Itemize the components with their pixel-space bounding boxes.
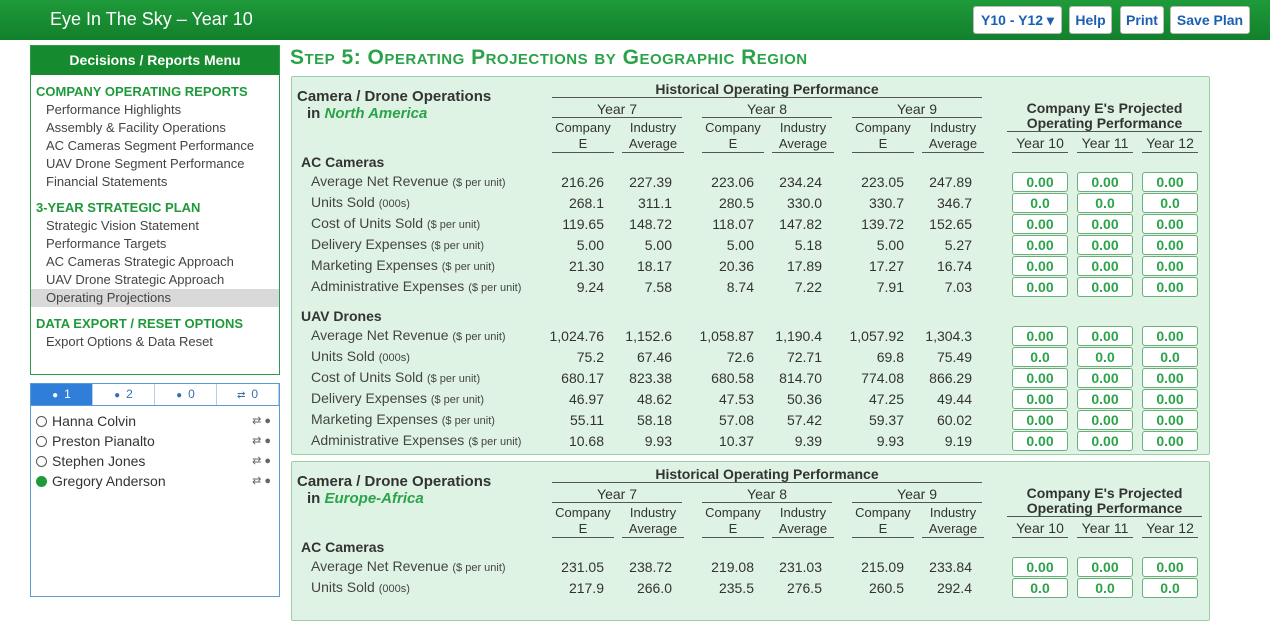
row-unit: ($ per unit) bbox=[452, 331, 506, 343]
row-label-text: Units Sold bbox=[311, 194, 379, 210]
projection-input[interactable]: 0.0 bbox=[1077, 193, 1133, 213]
region-subtitle bbox=[307, 490, 424, 507]
historical-value: 9.24 bbox=[576, 279, 604, 295]
historical-value: 47.53 bbox=[718, 391, 754, 407]
row-unit: ($ per unit) bbox=[426, 373, 481, 385]
company-column-header bbox=[702, 120, 764, 153]
historical-value: 17.27 bbox=[868, 258, 904, 274]
online-status-icon bbox=[36, 476, 47, 487]
column-header-line: Company bbox=[855, 505, 911, 520]
projection-input[interactable]: 0.00 bbox=[1077, 214, 1133, 234]
member-name: Preston Pianalto bbox=[52, 433, 155, 449]
column-header-line: Industry bbox=[629, 120, 677, 135]
team-tab[interactable] bbox=[31, 384, 93, 405]
historical-value: 233.84 bbox=[929, 559, 972, 575]
historical-value: 16.74 bbox=[936, 258, 972, 274]
historical-value: 266.0 bbox=[636, 580, 672, 596]
mic-icon[interactable]: ● bbox=[264, 435, 271, 447]
mic-icon[interactable]: ● bbox=[264, 455, 271, 467]
historical-header: Historical Operating Performance bbox=[552, 466, 982, 483]
historical-header: Historical Operating Performance bbox=[552, 81, 982, 98]
historical-value: 18.17 bbox=[636, 258, 672, 274]
menu-item[interactable]: UAV Drone Segment Performance bbox=[46, 156, 245, 171]
historical-value: 276.5 bbox=[786, 580, 822, 596]
row-label-text: Delivery Expenses bbox=[311, 390, 431, 406]
historical-value: 227.39 bbox=[629, 174, 672, 190]
historical-value: 292.4 bbox=[936, 580, 972, 596]
projection-input[interactable]: 0.0 bbox=[1012, 347, 1068, 367]
projected-header-line: Company E's Projected bbox=[1026, 100, 1183, 116]
historical-value: 139.72 bbox=[861, 216, 904, 232]
year-range-dropdown[interactable]: Y10 - Y12 ▾ bbox=[973, 6, 1062, 34]
menu-item[interactable]: Strategic Vision Statement bbox=[46, 218, 199, 233]
historical-value: 5.00 bbox=[576, 237, 604, 253]
menu-item[interactable]: Operating Projections bbox=[31, 289, 279, 307]
projection-input[interactable]: 0.00 bbox=[1077, 410, 1133, 430]
projection-input[interactable]: 0.0 bbox=[1012, 193, 1068, 213]
segment-heading: AC Cameras bbox=[301, 154, 385, 170]
menu-section-heading: 3-YEAR STRATEGIC PLAN bbox=[36, 200, 201, 215]
column-header-line: Company bbox=[855, 120, 911, 135]
menu-item[interactable]: Assembly & Facility Operations bbox=[46, 120, 226, 135]
industry-column-header bbox=[922, 505, 984, 538]
row-unit: ($ per unit) bbox=[468, 282, 522, 294]
historical-value: 72.71 bbox=[786, 349, 822, 365]
row-label bbox=[311, 369, 480, 385]
column-header-line: Average bbox=[928, 521, 978, 536]
row-unit: (000s) bbox=[378, 583, 410, 595]
projection-input[interactable]: 0.00 bbox=[1077, 431, 1133, 451]
column-header-line: E bbox=[728, 521, 738, 536]
projection-input[interactable]: 0.00 bbox=[1077, 389, 1133, 409]
team-panel bbox=[30, 383, 280, 597]
historical-value: 60.02 bbox=[936, 412, 972, 428]
retweet-icon[interactable]: ⇄ bbox=[252, 415, 265, 427]
year-header: Year 7 bbox=[552, 486, 682, 503]
team-member[interactable] bbox=[36, 471, 276, 491]
historical-value: 5.00 bbox=[876, 237, 904, 253]
projected-year-header: Year 12 bbox=[1142, 520, 1198, 538]
historical-value: 57.08 bbox=[718, 412, 754, 428]
menu-item[interactable]: AC Cameras Strategic Approach bbox=[46, 254, 234, 269]
projection-input[interactable]: 0.00 bbox=[1077, 277, 1133, 297]
historical-value: 231.05 bbox=[561, 559, 604, 575]
historical-value: 346.7 bbox=[936, 195, 972, 211]
historical-value: 148.72 bbox=[629, 216, 672, 232]
member-actions bbox=[252, 471, 271, 491]
historical-value: 260.5 bbox=[868, 580, 904, 596]
industry-column-header bbox=[772, 505, 834, 538]
historical-value: 234.24 bbox=[779, 174, 822, 190]
menu-item[interactable]: AC Cameras Segment Performance bbox=[46, 138, 255, 153]
year-header: Year 7 bbox=[552, 101, 682, 118]
historical-value: 330.7 bbox=[868, 195, 904, 211]
projection-input[interactable]: 0.0 bbox=[1012, 578, 1068, 598]
row-unit: ($ per unit) bbox=[468, 436, 522, 448]
company-column-header bbox=[852, 505, 914, 538]
member-actions bbox=[252, 451, 271, 471]
projection-input[interactable]: 0.00 bbox=[1012, 410, 1068, 430]
row-unit: ($ per unit) bbox=[452, 562, 506, 574]
historical-value: 118.07 bbox=[712, 216, 754, 232]
column-header-line: E bbox=[878, 136, 888, 151]
offline-status-icon bbox=[36, 436, 47, 447]
historical-value: 49.44 bbox=[936, 391, 972, 407]
projection-input[interactable]: 0.00 bbox=[1077, 256, 1133, 276]
historical-value: 680.17 bbox=[561, 370, 604, 386]
year-header: Year 9 bbox=[852, 101, 982, 118]
historical-value: 47.25 bbox=[868, 391, 904, 407]
historical-value: 774.08 bbox=[861, 370, 904, 386]
top-header-bar bbox=[0, 0, 1270, 40]
row-label-text: Average Net Revenue bbox=[311, 327, 453, 343]
row-label-text: Average Net Revenue bbox=[311, 173, 453, 189]
team-tab[interactable] bbox=[155, 384, 217, 405]
historical-value: 119.65 bbox=[562, 216, 604, 232]
row-unit: ($ per unit) bbox=[452, 177, 506, 189]
year-header: Year 8 bbox=[702, 486, 832, 503]
team-member[interactable] bbox=[36, 451, 276, 471]
projected-header bbox=[1007, 486, 1202, 517]
projection-input[interactable]: 0.00 bbox=[1012, 431, 1068, 451]
column-header-line: Industry bbox=[779, 120, 827, 135]
row-label-text: Marketing Expenses bbox=[311, 257, 442, 273]
row-label bbox=[311, 173, 506, 189]
column-header-line: Industry bbox=[929, 505, 977, 520]
projected-header-line: Operating Performance bbox=[1026, 115, 1183, 131]
row-label bbox=[311, 432, 521, 448]
row-label bbox=[311, 278, 521, 294]
row-label bbox=[311, 390, 484, 406]
row-label-text: Cost of Units Sold bbox=[311, 215, 427, 231]
row-label-text: Marketing Expenses bbox=[311, 411, 442, 427]
historical-value: 866.29 bbox=[929, 370, 972, 386]
industry-column-header bbox=[622, 120, 684, 153]
projected-header bbox=[1007, 101, 1202, 132]
company-column-header bbox=[852, 120, 914, 153]
projection-input[interactable]: 0.00 bbox=[1142, 256, 1198, 276]
help-button[interactable]: Help bbox=[1069, 6, 1112, 34]
row-unit: (000s) bbox=[378, 352, 410, 364]
menu-title: Decisions / Reports Menu bbox=[31, 46, 279, 75]
historical-value: 1,024.76 bbox=[549, 328, 604, 344]
region-title: Camera / Drone Operations bbox=[297, 88, 492, 105]
historical-value: 7.03 bbox=[944, 279, 972, 295]
historical-value: 9.93 bbox=[876, 433, 904, 449]
company-column-header bbox=[552, 120, 614, 153]
projection-input[interactable]: 0.0 bbox=[1077, 578, 1133, 598]
historical-value: 814.70 bbox=[779, 370, 822, 386]
projection-input[interactable]: 0.00 bbox=[1012, 235, 1068, 255]
segment-heading: UAV Drones bbox=[301, 308, 382, 324]
historical-value: 10.68 bbox=[568, 433, 604, 449]
historical-value: 5.00 bbox=[644, 237, 672, 253]
mic-icon: ● bbox=[176, 390, 183, 401]
member-name: Stephen Jones bbox=[52, 453, 146, 469]
projection-input[interactable]: 0.00 bbox=[1077, 235, 1133, 255]
historical-value: 1,058.87 bbox=[699, 328, 754, 344]
historical-value: 5.27 bbox=[944, 237, 972, 253]
projection-input[interactable]: 0.00 bbox=[1142, 368, 1198, 388]
menu-section-heading: DATA EXPORT / RESET OPTIONS bbox=[36, 316, 244, 331]
column-header-line: Average bbox=[928, 136, 978, 151]
historical-value: 152.65 bbox=[929, 216, 972, 232]
mic-icon[interactable]: ● bbox=[264, 415, 271, 427]
historical-value: 238.72 bbox=[629, 559, 672, 575]
historical-value: 72.6 bbox=[726, 349, 754, 365]
historical-value: 147.82 bbox=[779, 216, 822, 232]
projected-year-header: Year 11 bbox=[1077, 135, 1133, 153]
projection-input[interactable]: 0.00 bbox=[1142, 431, 1198, 451]
historical-value: 59.37 bbox=[868, 412, 904, 428]
row-label bbox=[311, 257, 495, 273]
projection-input[interactable]: 0.0 bbox=[1142, 347, 1198, 367]
team-tab[interactable] bbox=[217, 384, 279, 405]
historical-value: 7.91 bbox=[876, 279, 904, 295]
historical-value: 223.05 bbox=[861, 174, 904, 190]
historical-value: 231.03 bbox=[779, 559, 822, 575]
historical-value: 10.37 bbox=[718, 433, 754, 449]
industry-column-header bbox=[922, 120, 984, 153]
column-header-line: Company bbox=[705, 120, 761, 135]
projection-input[interactable]: 0.0 bbox=[1077, 347, 1133, 367]
column-header-line: Industry bbox=[629, 505, 677, 520]
column-header-line: Average bbox=[628, 136, 678, 151]
projection-input[interactable]: 0.00 bbox=[1012, 256, 1068, 276]
team-member[interactable] bbox=[36, 411, 276, 431]
historical-value: 7.22 bbox=[794, 279, 822, 295]
historical-value: 216.26 bbox=[561, 174, 604, 190]
historical-value: 330.0 bbox=[786, 195, 822, 211]
projection-input[interactable]: 0.00 bbox=[1142, 235, 1198, 255]
region-in-label: in bbox=[307, 105, 325, 122]
row-unit: ($ per unit) bbox=[441, 415, 495, 427]
column-header-line: Company bbox=[555, 120, 611, 135]
projection-input[interactable]: 0.00 bbox=[1012, 277, 1068, 297]
projection-input[interactable]: 0.00 bbox=[1142, 326, 1198, 346]
projection-input[interactable]: 0.00 bbox=[1142, 389, 1198, 409]
retweet-icon: ⇄ bbox=[236, 390, 246, 401]
menu-item[interactable]: Export Options & Data Reset bbox=[46, 334, 213, 349]
member-actions bbox=[252, 431, 271, 451]
print-button[interactable]: Print bbox=[1120, 6, 1164, 34]
projection-input[interactable]: 0.00 bbox=[1012, 326, 1068, 346]
menu-item[interactable]: Financial Statements bbox=[46, 174, 168, 189]
offline-status-icon bbox=[36, 456, 47, 467]
column-header-line: E bbox=[578, 521, 588, 536]
row-label bbox=[311, 558, 506, 574]
projection-input[interactable]: 0.00 bbox=[1077, 368, 1133, 388]
historical-value: 280.5 bbox=[718, 195, 754, 211]
menu-item[interactable]: Performance Highlights bbox=[46, 102, 182, 117]
retweet-icon[interactable]: ⇄ bbox=[252, 475, 265, 487]
historical-value: 21.30 bbox=[568, 258, 604, 274]
historical-value: 1,057.92 bbox=[849, 328, 904, 344]
team-tab-count: 1 bbox=[64, 387, 71, 401]
company-column-header bbox=[702, 505, 764, 538]
team-member[interactable] bbox=[36, 431, 276, 451]
projection-input[interactable]: 0.00 bbox=[1012, 214, 1068, 234]
step-title: Step 5: Operating Projections by Geographic Region bbox=[290, 46, 808, 69]
year-header: Year 8 bbox=[702, 101, 832, 118]
row-label-text: Units Sold bbox=[311, 348, 379, 364]
menu-body bbox=[31, 75, 279, 351]
projected-year-header: Year 10 bbox=[1012, 520, 1068, 538]
historical-value: 1,152.6 bbox=[625, 328, 672, 344]
offline-status-icon bbox=[36, 416, 47, 427]
historical-value: 311.1 bbox=[638, 195, 672, 211]
historical-value: 223.06 bbox=[711, 174, 754, 190]
historical-value: 75.49 bbox=[936, 349, 972, 365]
industry-column-header bbox=[772, 120, 834, 153]
historical-value: 680.58 bbox=[711, 370, 754, 386]
historical-value: 9.19 bbox=[944, 433, 972, 449]
column-header-line: E bbox=[578, 136, 588, 151]
team-tab[interactable] bbox=[93, 384, 155, 405]
projection-input[interactable]: 0.00 bbox=[1012, 557, 1068, 577]
member-name: Hanna Colvin bbox=[52, 413, 137, 429]
row-unit: ($ per unit) bbox=[430, 394, 485, 406]
projection-input[interactable]: 0.00 bbox=[1077, 557, 1133, 577]
projection-input[interactable]: 0.0 bbox=[1142, 193, 1198, 213]
historical-value: 1,304.3 bbox=[925, 328, 972, 344]
chat-icon: ● bbox=[114, 390, 121, 401]
column-header-line: Company bbox=[705, 505, 761, 520]
column-header-line: Industry bbox=[929, 120, 977, 135]
row-unit: ($ per unit) bbox=[430, 240, 485, 252]
retweet-icon[interactable]: ⇄ bbox=[252, 435, 265, 447]
historical-value: 7.58 bbox=[644, 279, 672, 295]
region-panel bbox=[291, 76, 1210, 455]
region-subtitle bbox=[307, 105, 427, 122]
region-panel bbox=[291, 461, 1210, 621]
team-tab-count: 2 bbox=[126, 387, 133, 401]
column-header-line: Average bbox=[778, 136, 828, 151]
menu-item[interactable]: UAV Drone Strategic Approach bbox=[46, 272, 225, 287]
member-name: Gregory Anderson bbox=[52, 473, 166, 489]
row-unit: ($ per unit) bbox=[441, 261, 495, 273]
save-plan-button[interactable]: Save Plan bbox=[1170, 6, 1250, 34]
historical-value: 8.74 bbox=[726, 279, 754, 295]
row-label bbox=[311, 236, 484, 252]
industry-column-header bbox=[622, 505, 684, 538]
row-label bbox=[311, 411, 495, 427]
projected-year-header: Year 10 bbox=[1012, 135, 1068, 153]
decisions-reports-menu bbox=[30, 45, 280, 375]
column-header-line: Average bbox=[628, 521, 678, 536]
team-tabs bbox=[31, 384, 279, 406]
row-label bbox=[311, 215, 480, 231]
mic-icon[interactable]: ● bbox=[264, 475, 271, 487]
projection-input[interactable]: 0.00 bbox=[1142, 277, 1198, 297]
historical-value: 1,190.4 bbox=[775, 328, 822, 344]
row-unit: (000s) bbox=[378, 198, 410, 210]
users-icon: ● bbox=[52, 390, 59, 401]
row-label-text: Units Sold bbox=[311, 579, 379, 595]
app-title: Eye In The Sky – Year 10 bbox=[50, 9, 253, 29]
row-label bbox=[311, 327, 506, 343]
column-header-line: Company bbox=[555, 505, 611, 520]
row-label bbox=[311, 194, 410, 210]
projection-input[interactable]: 0.00 bbox=[1142, 172, 1198, 192]
historical-value: 58.18 bbox=[636, 412, 672, 428]
year-header: Year 9 bbox=[852, 486, 982, 503]
row-label bbox=[311, 579, 410, 595]
historical-value: 46.97 bbox=[568, 391, 604, 407]
row-label-text: Administrative Expenses bbox=[311, 432, 469, 448]
historical-value: 9.93 bbox=[644, 433, 672, 449]
segment-heading: AC Cameras bbox=[301, 539, 385, 555]
historical-value: 215.09 bbox=[861, 559, 904, 575]
projection-input[interactable]: 0.00 bbox=[1077, 172, 1133, 192]
historical-value: 67.46 bbox=[636, 349, 672, 365]
historical-value: 75.2 bbox=[576, 349, 604, 365]
historical-value: 217.9 bbox=[568, 580, 604, 596]
team-tab-count: 0 bbox=[188, 387, 195, 401]
historical-value: 268.1 bbox=[568, 195, 604, 211]
projection-input[interactable]: 0.00 bbox=[1142, 557, 1198, 577]
projection-input[interactable]: 0.00 bbox=[1077, 326, 1133, 346]
menu-item[interactable]: Performance Targets bbox=[46, 236, 167, 251]
row-label-text: Delivery Expenses bbox=[311, 236, 431, 252]
column-header-line: Industry bbox=[779, 505, 827, 520]
historical-value: 55.11 bbox=[570, 412, 604, 428]
row-label-text: Cost of Units Sold bbox=[311, 369, 427, 385]
region-in-label: in bbox=[307, 490, 325, 507]
column-header-line: Average bbox=[778, 521, 828, 536]
historical-value: 48.62 bbox=[636, 391, 672, 407]
projection-input[interactable]: 0.00 bbox=[1142, 410, 1198, 430]
historical-value: 823.38 bbox=[629, 370, 672, 386]
historical-value: 57.42 bbox=[786, 412, 822, 428]
projection-input[interactable]: 0.0 bbox=[1142, 578, 1198, 598]
company-column-header bbox=[552, 505, 614, 538]
projected-header-line: Operating Performance bbox=[1026, 500, 1183, 516]
region-name: Europe-Africa bbox=[324, 490, 424, 507]
historical-value: 219.08 bbox=[711, 559, 754, 575]
historical-value: 20.36 bbox=[718, 258, 754, 274]
projection-input[interactable]: 0.00 bbox=[1142, 214, 1198, 234]
column-header-line: E bbox=[728, 136, 738, 151]
retweet-icon[interactable]: ⇄ bbox=[252, 455, 265, 467]
projection-input[interactable]: 0.00 bbox=[1012, 368, 1068, 388]
column-header-line: E bbox=[878, 521, 888, 536]
historical-value: 50.36 bbox=[786, 391, 822, 407]
member-actions bbox=[252, 411, 271, 431]
historical-value: 5.00 bbox=[726, 237, 754, 253]
historical-value: 9.39 bbox=[794, 433, 822, 449]
projected-year-header: Year 11 bbox=[1077, 520, 1133, 538]
projection-input[interactable]: 0.00 bbox=[1012, 389, 1068, 409]
region-title: Camera / Drone Operations bbox=[297, 473, 492, 490]
historical-value: 69.8 bbox=[876, 349, 904, 365]
projection-input[interactable]: 0.00 bbox=[1012, 172, 1068, 192]
team-tab-count: 0 bbox=[251, 387, 259, 401]
historical-value: 5.18 bbox=[794, 237, 822, 253]
projected-year-header: Year 12 bbox=[1142, 135, 1198, 153]
menu-section-heading: COMPANY OPERATING REPORTS bbox=[36, 84, 248, 99]
historical-value: 17.89 bbox=[786, 258, 822, 274]
historical-value: 247.89 bbox=[929, 174, 972, 190]
row-label-text: Average Net Revenue bbox=[311, 558, 453, 574]
row-label bbox=[311, 348, 410, 364]
row-label-text: Administrative Expenses bbox=[311, 278, 469, 294]
region-name: North America bbox=[324, 105, 428, 122]
projected-header-line: Company E's Projected bbox=[1026, 485, 1183, 501]
row-unit: ($ per unit) bbox=[426, 219, 481, 231]
historical-value: 235.5 bbox=[718, 580, 754, 596]
